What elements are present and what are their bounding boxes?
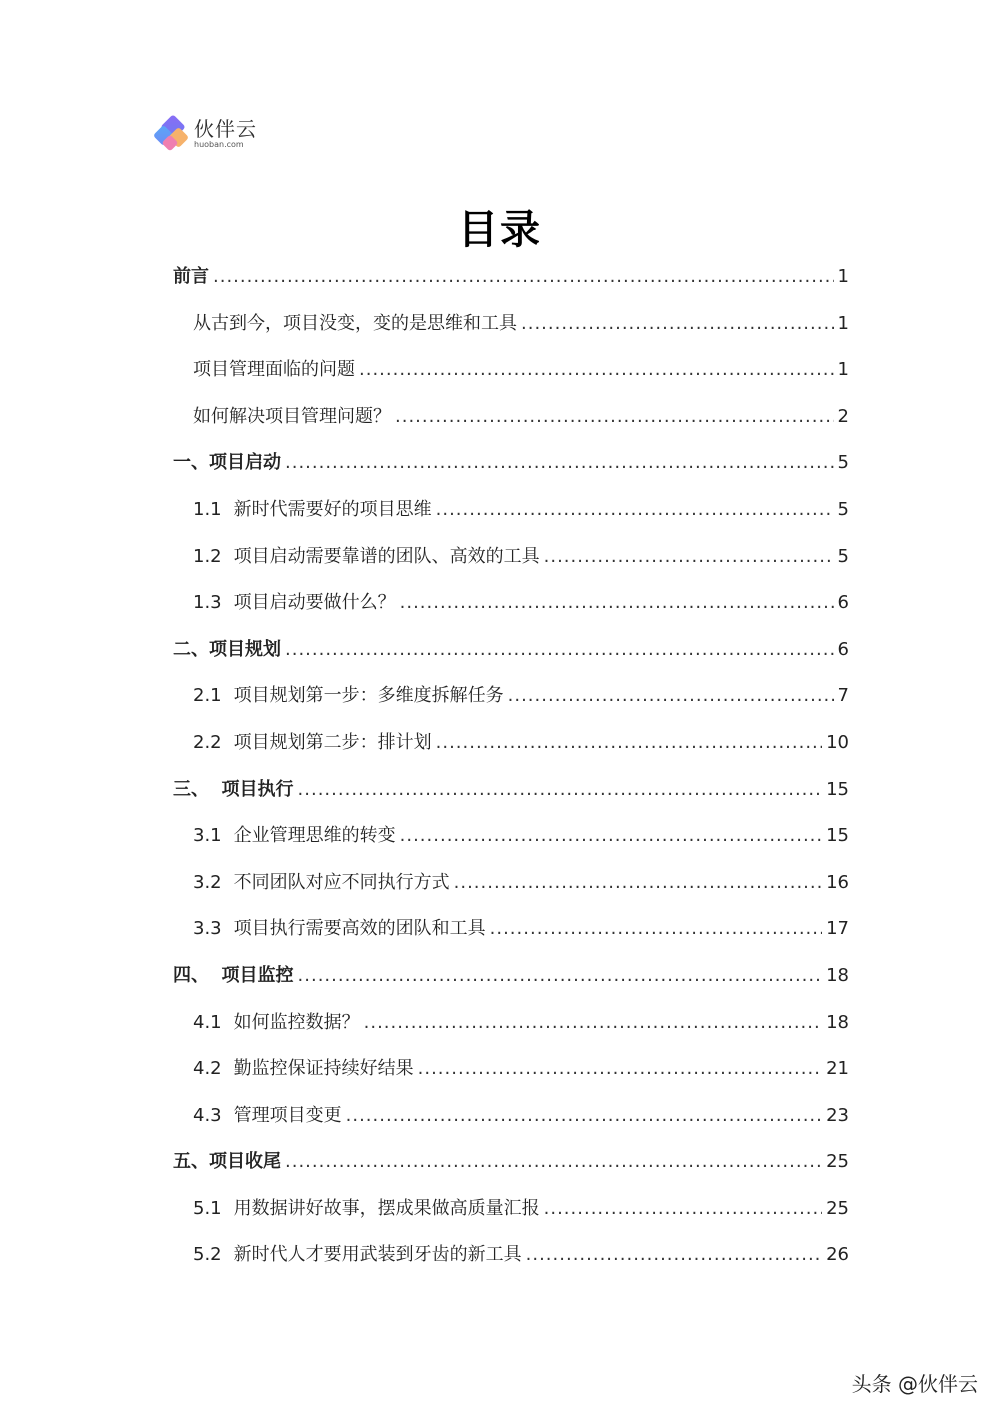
toc-entry-number: 4.2 (193, 1058, 222, 1080)
toc-entry[interactable] (173, 1054, 849, 1101)
toc-entry-label: 三、 项目执行 (173, 778, 294, 800)
logo-name: 伙伴云 (194, 117, 257, 141)
toc-entry-number: 4.3 (193, 1104, 222, 1126)
toc-entry-page: 5 (837, 452, 849, 474)
toc-entry[interactable] (173, 775, 849, 822)
dot-leader (508, 685, 834, 706)
toc-entry[interactable] (173, 542, 849, 589)
toc-entry-number: 1.2 (193, 545, 222, 567)
toc-entry-page: 18 (826, 964, 849, 986)
dot-leader (544, 1198, 822, 1219)
dot-leader (454, 872, 822, 893)
toc-entry-label: 新时代需要好的项目思维 (233, 498, 432, 520)
toc-entry-page: 10 (826, 731, 849, 753)
dot-leader (400, 825, 822, 846)
toc-entry-page: 7 (837, 685, 849, 707)
toc-entry-label: 一、项目启动 (173, 452, 281, 474)
toc-entry-label: 项目启动要做什么？ (233, 592, 396, 614)
toc-entry-page: 1 (837, 312, 849, 334)
toc-entry[interactable] (173, 914, 849, 961)
toc-entry-label: 二、项目规划 (173, 638, 281, 660)
toc-entry-label: 企业管理思维的转变 (233, 825, 396, 847)
toc-entry-page: 5 (837, 498, 849, 520)
logo-icon (152, 116, 188, 152)
logo-domain: huoban.com (194, 140, 244, 149)
dot-leader (285, 639, 834, 660)
toc-entry-label: 前言 (173, 266, 209, 287)
watermark: 头条 @伙伴云 (851, 1372, 978, 1396)
toc-entry[interactable] (173, 1194, 849, 1241)
toc-entry[interactable] (173, 309, 849, 356)
toc-entry-number: 2.2 (193, 731, 222, 753)
dot-leader (285, 452, 834, 473)
toc-entry-number: 4.1 (193, 1011, 222, 1033)
toc-entry-page: 18 (826, 1011, 849, 1033)
toc-entry-number: 3.1 (193, 825, 222, 847)
toc-entry[interactable] (173, 588, 849, 635)
toc-entry-page: 1 (837, 266, 849, 287)
dot-leader (285, 1151, 822, 1172)
toc-entry-label: 不同团队对应不同执行方式 (233, 871, 450, 893)
dot-leader (544, 546, 834, 567)
toc-entry-page: 17 (826, 918, 849, 940)
dot-leader (298, 965, 823, 986)
toc-entry[interactable] (173, 1008, 849, 1055)
toc-entry[interactable] (173, 448, 849, 495)
toc-entry[interactable] (173, 495, 849, 542)
toc-entry[interactable] (173, 681, 849, 728)
toc-entry-label: 用数据讲好故事，摆成果做高质量汇报 (233, 1197, 540, 1219)
toc-entry[interactable] (173, 262, 849, 309)
toc-entry-number: 1.3 (193, 592, 222, 614)
dot-leader (436, 499, 834, 520)
dot-leader (490, 918, 822, 939)
toc-entry-page: 25 (826, 1197, 849, 1219)
dot-leader (213, 266, 834, 287)
toc-entry-page: 15 (826, 825, 849, 847)
toc-entry-page: 2 (837, 405, 849, 427)
toc-entry-label: 项目执行需要高效的团队和工具 (233, 918, 486, 940)
toc-entry-page: 6 (837, 638, 849, 660)
toc-entry-page: 21 (826, 1058, 849, 1080)
dot-leader (395, 406, 834, 427)
dot-leader (346, 1105, 822, 1126)
toc-entry-label: 如何监控数据？ (233, 1011, 360, 1033)
toc-entry-label: 勤监控保证持续好结果 (233, 1058, 414, 1080)
toc-entry-label: 项目规划第二步：排计划 (233, 731, 432, 753)
toc-entry-page: 5 (837, 545, 849, 567)
toc-entry[interactable] (173, 821, 849, 868)
toc-entry-number: 3.3 (193, 918, 222, 940)
toc-entry-label: 如何解决项目管理问题？ (193, 405, 391, 427)
toc-entry[interactable] (173, 1147, 849, 1194)
dot-leader (436, 732, 822, 753)
toc-entry-page: 23 (826, 1104, 849, 1126)
toc-entry[interactable] (173, 355, 849, 402)
toc-entry[interactable] (173, 635, 849, 682)
toc-entry-number: 2.1 (193, 685, 222, 707)
dot-leader (521, 313, 834, 334)
toc-entry[interactable] (173, 868, 849, 915)
toc-entry-label: 五、项目收尾 (173, 1151, 281, 1173)
dot-leader (359, 359, 834, 380)
toc-entry-label: 项目启动需要靠谱的团队、高效的工具 (233, 545, 540, 567)
toc-entry-page: 16 (826, 871, 849, 893)
toc-entry-number: 5.1 (193, 1197, 222, 1219)
toc-entry-number: 1.1 (193, 498, 222, 520)
dot-leader (400, 592, 834, 613)
toc-entry-number: 3.2 (193, 871, 222, 893)
brand-logo (152, 116, 257, 152)
toc-entry[interactable] (173, 728, 849, 775)
toc-entry-page: 15 (826, 778, 849, 800)
toc-entry-label: 项目管理面临的问题 (193, 359, 355, 381)
toc-entry-page: 25 (826, 1151, 849, 1173)
page-title: 目录 (458, 207, 542, 253)
toc-entry[interactable] (173, 961, 849, 1008)
toc-entry-number: 5.2 (193, 1244, 222, 1266)
toc-entry-page: 1 (837, 359, 849, 381)
dot-leader (364, 1012, 822, 1033)
toc-entry[interactable] (173, 1240, 849, 1287)
dot-leader (298, 779, 823, 800)
toc-entry[interactable] (173, 402, 849, 449)
toc-entry-label: 项目规划第一步：多维度拆解任务 (233, 685, 504, 707)
toc-entry-label: 管理项目变更 (233, 1104, 342, 1126)
dot-leader (526, 1244, 822, 1265)
toc-entry-label: 四、 项目监控 (173, 964, 294, 986)
toc-entry-label: 新时代人才要用武装到牙齿的新工具 (233, 1244, 522, 1266)
toc-entry-page: 6 (837, 592, 849, 614)
table-of-contents (173, 262, 849, 1287)
toc-entry-page: 26 (826, 1244, 849, 1266)
toc-entry-label: 从古到今，项目没变，变的是思维和工具 (193, 312, 517, 334)
toc-entry[interactable] (173, 1101, 849, 1148)
dot-leader (418, 1058, 822, 1079)
